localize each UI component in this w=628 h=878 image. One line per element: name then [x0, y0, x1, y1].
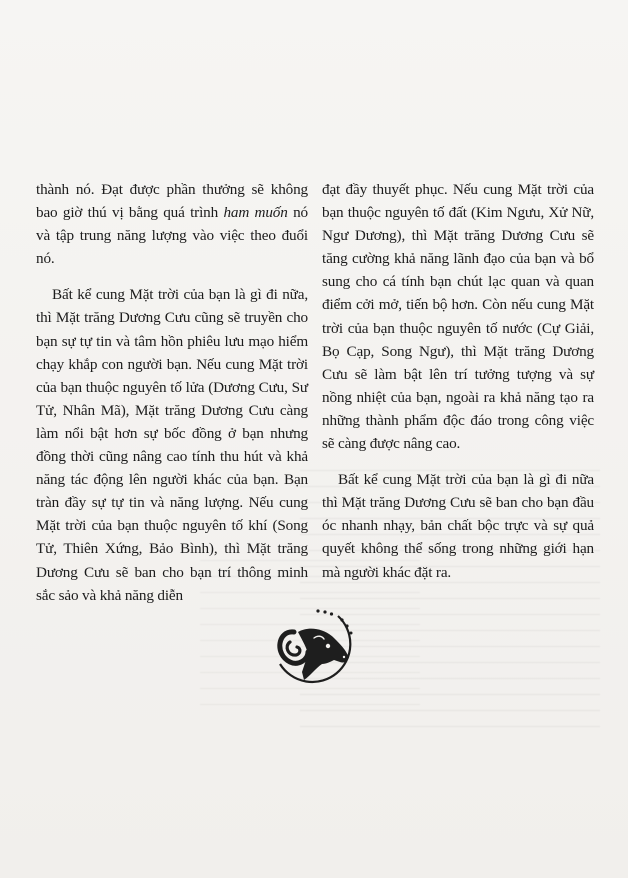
right-text-column — [322, 178, 594, 597]
left-p1-text-b: nó và tập trung năng lượng vào việc theo đuổi nó. — [36, 204, 308, 268]
left-text-column — [36, 178, 308, 620]
left-paragraph-2: Bất kể cung Mặt trời của bạn là gì đi nữa, thì Mặt trăng Dương Cưu cũng sẽ truyền cho bạn sự tự tin và tâm hồn phiêu lưu mạo hiểm chạy khắp con người bạn. Nếu cung Mặt trời của bạn thuộc nguyên tố lửa (Dương Cưu, Sư Tử, Nhân Mã), Mặt trăng Dương Cưu càng làm nổi bật hơn sự bốc đồng ở bạn nhưng đồng thời cũng nâng cao tính thu hút và khả năng tác động lên người khác của bạn. Bạn tràn đầy sự tự tin và năng lượng. Nếu cung Mặt trời của bạn thuộc nguyên tố khí (Song Tử, Thiên Xứng, Bảo Bình), thì Mặt trăng Dương Cưu sẽ ban cho bạn trí thông minh sắc sảo và khả năng diễn — [36, 286, 308, 604]
left-p1-emphasis: ham muốn — [223, 204, 288, 222]
aries-ram-icon — [268, 602, 360, 694]
left-p1-text-a: thành nó. Đạt được phần thưởng sẽ không bao giờ thú vị bằng quá trình — [36, 181, 308, 222]
left-paragraph-1 — [36, 178, 308, 270]
right-paragraph-1: đạt đầy thuyết phục. Nếu cung Mặt trời của bạn thuộc nguyên tố đất (Kim Ngưu, Xử Nữ, Ngư Dương), thì Mặt trăng Dương Cưu sẽ tăng cường khả năng lãnh đạo của bạn và bổ sung cho cá tính bạn chút lạc quan và quan điểm cởi mở, tiến bộ hơn. Còn nếu cung Mặt trời của bạn thuộc nguyên tố nước (Cự Giải, Bọ Cạp, Song Ngư), thì Mặt trăng Dương Cưu sẽ làm bật lên trí tưởng tượng và sự nồng nhiệt của bạn, ngoài ra khả năng tạo ra những thành phẩm độc đáo trong công việc sẽ càng được nâng cao. — [322, 181, 594, 453]
right-paragraph-2: Bất kể cung Mặt trời của bạn là gì đi nữa thì Mặt trăng Dương Cưu sẽ ban cho bạn đầu óc nhanh nhạy, bản chất bộc trực và sự quả quyết không thể sống trong những giới hạn mà người khác đặt ra. — [322, 471, 594, 581]
